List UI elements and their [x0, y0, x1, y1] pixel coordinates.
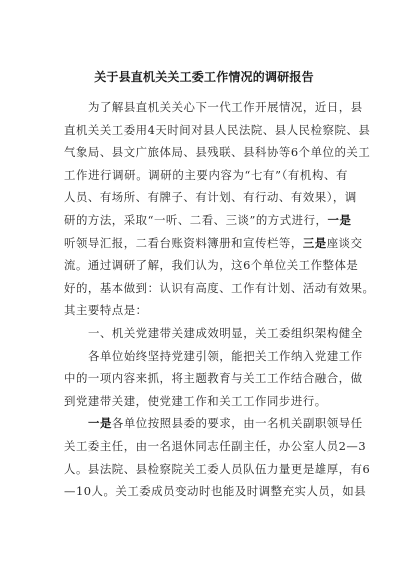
- bold-text: 一是: [88, 416, 112, 431]
- text-line: [64, 390, 348, 413]
- text-segment: 流。通过调研了解，我们认为，这6个单位关工作整体是: [64, 258, 359, 273]
- text-segment: 人。县法院、县检察院关工委人员队伍力量更是雄厚，有6: [64, 461, 371, 476]
- text-line: [64, 322, 363, 345]
- paragraph: [64, 322, 363, 345]
- text-line: [64, 186, 357, 209]
- text-segment: 关工委主任，由一名退休同志任副主任，办公室人员2—3: [64, 438, 367, 453]
- paragraph: [64, 96, 375, 322]
- bold-text: 一是: [327, 212, 352, 227]
- text-line: [64, 209, 352, 232]
- text-line: [64, 412, 363, 435]
- text-segment: 座谈交: [326, 235, 363, 250]
- text-line: [64, 232, 363, 255]
- text-segment: 直机关关工委用4天时间对县人民法院、县人民检察院、县: [64, 122, 371, 137]
- bold-text: 三是: [302, 235, 327, 250]
- text-segment: 中的一项内容来抓，将主题教育与关工工作结合融合，做: [64, 371, 363, 386]
- text-segment: 其主要特点是：: [64, 303, 148, 318]
- text-segment: 到党建带关建，使党建工作和关工工作同步进行。: [64, 393, 327, 408]
- text-segment: —10人。关工委成员变动时也能及时调整充实人员，如县: [64, 484, 367, 499]
- text-segment: 各单位按照县委的要求，由一名机关副职领导任: [111, 416, 363, 431]
- text-segment: 为了解县直机关关心下一代工作开展情况，近日，县: [88, 100, 363, 114]
- text-line: [64, 480, 367, 503]
- document-body: [64, 96, 375, 503]
- paragraph: [64, 345, 363, 413]
- text-line: [64, 96, 363, 119]
- text-line: [64, 277, 375, 300]
- text-line: [64, 435, 367, 458]
- text-segment: 一、机关党建带关建成效明显，关工委组织架构健全: [88, 325, 363, 340]
- text-line: [64, 164, 348, 187]
- text-line: [64, 119, 371, 142]
- text-segment: 听领导汇报，二看台账资料簿册和宣传栏等，: [64, 235, 303, 250]
- text-line: [64, 345, 363, 368]
- text-segment: 人员、有场所、有牌子、有计划、有行动、有效果），调: [64, 190, 357, 205]
- text-line: [64, 299, 348, 322]
- text-segment: 研的方法，采取“一听、二看、三谈”的方式进行，: [64, 212, 328, 227]
- document-title: 关于县直机关关工委工作情况的调研报告: [94, 70, 314, 84]
- text-line: [64, 458, 371, 481]
- text-segment: 各单位始终坚持党建引领，能把关工作纳入党建工作: [88, 348, 363, 363]
- text-line: [64, 254, 359, 277]
- text-segment: 工作进行调研。调研的主要内容为“七有”（有机构、有: [64, 167, 348, 182]
- text-line: [64, 367, 363, 390]
- text-line: [64, 141, 371, 164]
- text-segment: 气象局、县文广旅体局、县残联、县科协等6个单位的关工: [64, 145, 371, 160]
- paragraph: [64, 412, 371, 502]
- text-segment: 好的，基本做到：认识有高度、工作有计划、活动有效果。: [64, 280, 375, 295]
